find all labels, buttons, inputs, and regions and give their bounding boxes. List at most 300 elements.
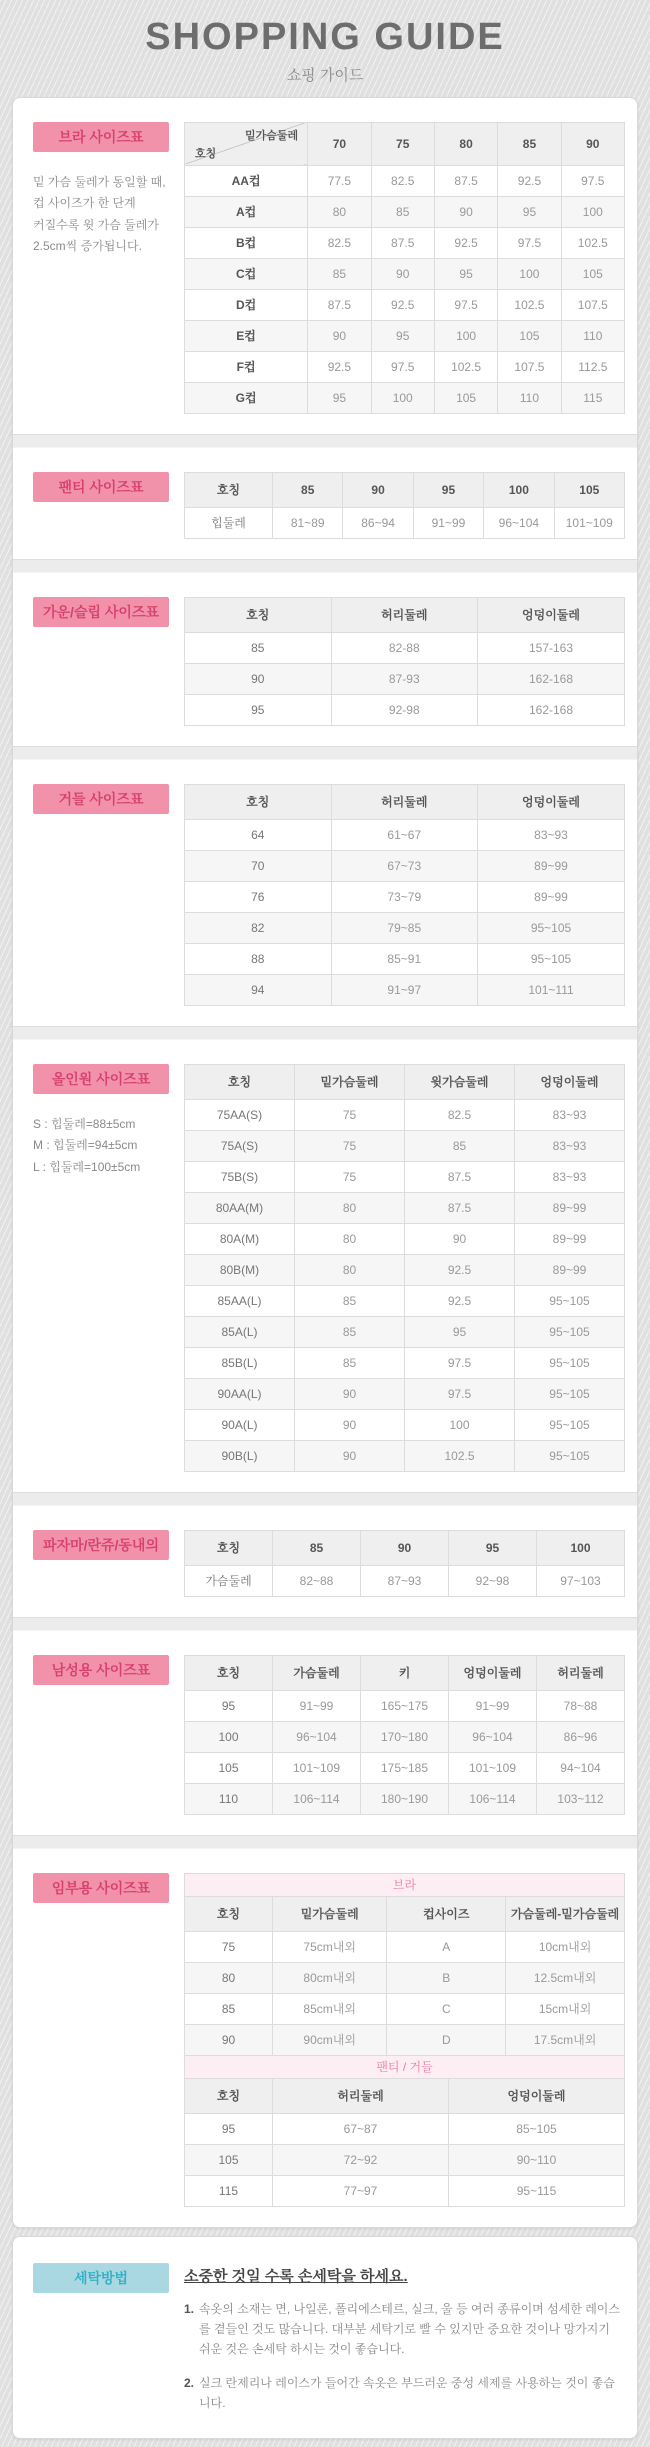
table-cell: 89~99 <box>478 881 625 912</box>
table-cell: 112.5 <box>561 351 624 382</box>
table-row <box>185 382 625 413</box>
table-cell: 96~104 <box>273 1721 361 1752</box>
table-row <box>185 1409 625 1440</box>
table-cell: 95~105 <box>478 943 625 974</box>
section-bra <box>13 98 637 434</box>
section-label: 팬티 사이즈표 <box>33 472 169 502</box>
table-row <box>185 289 625 320</box>
table-cell: 95 <box>308 382 371 413</box>
row-header-cell: 105 <box>185 1752 273 1783</box>
table-cell: 97~103 <box>537 1565 625 1596</box>
table-cell: 82-88 <box>331 632 478 663</box>
table-header-row <box>185 597 625 632</box>
row-header-cell: 95 <box>185 2113 273 2144</box>
table-cell: 162-168 <box>478 663 625 694</box>
section-left-column <box>33 122 169 414</box>
table-cell: 85~91 <box>331 943 478 974</box>
table-row <box>185 258 625 289</box>
table-row <box>185 663 625 694</box>
table-cell: 82.5 <box>308 227 371 258</box>
table-cell: 87~93 <box>361 1565 449 1596</box>
washing-panel <box>12 2236 638 2439</box>
table-cell: 75 <box>295 1161 405 1192</box>
section-divider <box>13 559 637 573</box>
table-cell: 90 <box>295 1409 405 1440</box>
band-row <box>185 1873 625 1896</box>
table-cell: 90~110 <box>449 2144 625 2175</box>
table-cell: 85 <box>295 1285 405 1316</box>
table-cell: 95 <box>434 258 497 289</box>
table-cell: 95 <box>405 1316 515 1347</box>
table-cell: 83~93 <box>478 819 625 850</box>
table-cell: 105 <box>561 258 624 289</box>
section-maternity <box>13 1849 637 2227</box>
table-cell: 80 <box>295 1192 405 1223</box>
section-note <box>33 1114 169 1179</box>
table-cell: 95~105 <box>515 1316 625 1347</box>
table-cell: 97.5 <box>371 351 434 382</box>
table-row <box>185 2024 625 2055</box>
table-row <box>185 819 625 850</box>
row-header-cell: 75 <box>185 1931 273 1962</box>
table-cell: 92.5 <box>434 227 497 258</box>
table-cell: 75cm내외 <box>273 1931 387 1962</box>
section-divider <box>13 1026 637 1040</box>
table-cell: 102.5 <box>561 227 624 258</box>
table-header-cell: 가슴둘레 <box>273 1655 361 1690</box>
table-cell: 72~92 <box>273 2144 449 2175</box>
table-header-cell: 100 <box>484 472 554 507</box>
section-divider <box>13 746 637 760</box>
section-label: 남성용 사이즈표 <box>33 1655 169 1685</box>
row-header-cell: 82 <box>185 912 332 943</box>
section-gown-slip <box>13 573 637 746</box>
table-cell: 15cm내외 <box>506 1993 625 2024</box>
row-header-cell: 가슴둘레 <box>185 1565 273 1596</box>
table-row <box>185 1192 625 1223</box>
section-divider <box>13 434 637 448</box>
table-cell: 106~114 <box>273 1783 361 1814</box>
washing-items <box>184 2299 623 2414</box>
table-header-cell: 허리둘레 <box>331 784 478 819</box>
row-header-cell: 75A(S) <box>185 1130 295 1161</box>
table-cell: 96~104 <box>449 1721 537 1752</box>
table-row <box>185 1130 625 1161</box>
table-cell: 82.5 <box>405 1099 515 1130</box>
row-header-cell: A컵 <box>185 196 308 227</box>
row-header-cell: 힙둘레 <box>185 507 273 538</box>
mens-size-table <box>184 1655 625 1815</box>
table-cell: 90 <box>371 258 434 289</box>
page-header <box>0 0 650 97</box>
section-divider <box>13 1617 637 1631</box>
table-row <box>185 1254 625 1285</box>
table-cell: 170~180 <box>361 1721 449 1752</box>
table-cell: 95~105 <box>478 912 625 943</box>
band-title: 브라 <box>185 1873 625 1896</box>
table-cell: 97.5 <box>498 227 561 258</box>
table-cell: 95~115 <box>449 2175 625 2206</box>
table-row <box>185 1099 625 1130</box>
table-row <box>185 632 625 663</box>
table-cell: 85 <box>295 1347 405 1378</box>
table-cell: 17.5cm내외 <box>506 2024 625 2055</box>
washing-section <box>13 2237 637 2438</box>
table-row <box>185 1752 625 1783</box>
table-cell: 75 <box>295 1099 405 1130</box>
table-cell: 95 <box>371 320 434 351</box>
table-cell: 97.5 <box>561 165 624 196</box>
section-body <box>184 784 625 1006</box>
section-body <box>184 1530 625 1597</box>
table-cell: 73~79 <box>331 881 478 912</box>
table-header-row <box>185 472 625 507</box>
table-cell: 82~88 <box>273 1565 361 1596</box>
row-header-cell: 110 <box>185 1783 273 1814</box>
table-header-row <box>185 2078 625 2113</box>
table-cell: 92.5 <box>405 1254 515 1285</box>
section-label: 임부용 사이즈표 <box>33 1873 169 1903</box>
section-body <box>184 1873 625 2207</box>
table-cell: 165~175 <box>361 1690 449 1721</box>
row-header-cell: 75B(S) <box>185 1161 295 1192</box>
table-cell: 90 <box>295 1440 405 1471</box>
girdle-size-table <box>184 784 625 1006</box>
table-row <box>185 507 625 538</box>
row-header-cell: 90 <box>185 663 332 694</box>
table-cell: 80 <box>308 196 371 227</box>
table-cell: 107.5 <box>561 289 624 320</box>
row-header-cell: 95 <box>185 694 332 725</box>
section-label: 올인원 사이즈표 <box>33 1064 169 1094</box>
table-row <box>185 943 625 974</box>
table-cell: 89~99 <box>478 850 625 881</box>
table-row <box>185 320 625 351</box>
section-label: 거들 사이즈표 <box>33 784 169 814</box>
row-header-cell: D컵 <box>185 289 308 320</box>
table-cell: 92.5 <box>498 165 561 196</box>
table-header-row <box>185 1530 625 1565</box>
row-header-cell: G컵 <box>185 382 308 413</box>
table-cell: 110 <box>561 320 624 351</box>
table-cell: 102.5 <box>498 289 561 320</box>
table-header-cell: 엉덩이둘레 <box>478 597 625 632</box>
table-row <box>185 850 625 881</box>
table-row <box>185 1931 625 1962</box>
all-in-one-size-table <box>184 1064 625 1472</box>
table-cell: 94~104 <box>537 1752 625 1783</box>
table-header-cell: 호칭 <box>185 1530 273 1565</box>
table-header-cell: 호칭 <box>185 472 273 507</box>
table-cell: 87.5 <box>405 1161 515 1192</box>
table-cell: 10cm내외 <box>506 1931 625 1962</box>
table-cell: 80 <box>295 1254 405 1285</box>
table-cell: C <box>387 1993 506 2024</box>
section-divider <box>13 1492 637 1506</box>
table-header-cell: 100 <box>537 1530 625 1565</box>
section-body <box>184 472 625 539</box>
table-header-cell: 호칭 <box>185 1064 295 1099</box>
diagonal-bottom-label: 호칭 <box>195 147 217 160</box>
table-header-cell: 엉덩이둘레 <box>478 784 625 819</box>
section-body <box>184 597 625 726</box>
table-cell: 89~99 <box>515 1254 625 1285</box>
table-cell: 110 <box>498 382 561 413</box>
washing-instruction-number: 2. <box>184 2375 195 2390</box>
row-header-cell: 85 <box>185 632 332 663</box>
table-header-cell: 85 <box>273 1530 361 1565</box>
row-header-cell: 80A(M) <box>185 1223 295 1254</box>
table-row <box>185 694 625 725</box>
table-cell: 101~109 <box>273 1752 361 1783</box>
table-cell: 92.5 <box>308 351 371 382</box>
row-header-cell: 90B(L) <box>185 1440 295 1471</box>
table-cell: 83~93 <box>515 1161 625 1192</box>
row-header-cell: 100 <box>185 1721 273 1752</box>
table-row <box>185 2175 625 2206</box>
washing-title: 소중한 것일 수록 손세탁을 하세요. <box>184 2267 408 2285</box>
section-left-column <box>33 597 169 726</box>
section-note-line: 2.5cm씩 증가됩니다. <box>33 239 142 254</box>
table-cell: 80 <box>295 1223 405 1254</box>
table-header-cell: 컵사이즈 <box>387 1896 506 1931</box>
table-cell: 77~97 <box>273 2175 449 2206</box>
table-row <box>185 1378 625 1409</box>
table-cell: 80cm내외 <box>273 1962 387 1993</box>
table-cell: 67~73 <box>331 850 478 881</box>
table-header-cell: 80 <box>434 122 497 165</box>
table-cell: 87.5 <box>371 227 434 258</box>
table-header-cell: 엉덩이둘레 <box>449 2078 625 2113</box>
section-label: 가운/슬립 사이즈표 <box>33 597 169 627</box>
table-header-cell: 95 <box>413 472 483 507</box>
row-header-cell: 90A(L) <box>185 1409 295 1440</box>
washing-instruction-number: 1. <box>184 2301 195 2316</box>
table-cell: 90cm내외 <box>273 2024 387 2055</box>
table-cell: 102.5 <box>405 1440 515 1471</box>
table-header-cell: 70 <box>308 122 371 165</box>
row-header-cell: 95 <box>185 1690 273 1721</box>
table-cell: 81~89 <box>273 507 343 538</box>
table-cell: 87-93 <box>331 663 478 694</box>
table-header-cell: 75 <box>371 122 434 165</box>
table-row <box>185 165 625 196</box>
table-cell: 86~96 <box>537 1721 625 1752</box>
row-header-cell: 90 <box>185 2024 273 2055</box>
table-cell: 89~99 <box>515 1192 625 1223</box>
table-cell: 78~88 <box>537 1690 625 1721</box>
table-row <box>185 1783 625 1814</box>
table-cell: 162-168 <box>478 694 625 725</box>
table-cell: 12.5cm내외 <box>506 1962 625 1993</box>
table-header-cell: 호칭 <box>185 597 332 632</box>
page-title: SHOPPING GUIDE <box>145 16 505 58</box>
table-row <box>185 1440 625 1471</box>
section-body <box>184 122 625 414</box>
washing-instruction-text: 속옷의 소재는 면, 나일론, 폴리에스테르, 실크, 울 등 여러 종류이며 섬세한 레이스를 곁들인 것도 많습니다. 대부분 세탁기로 빨 수 있지만 중요한 것이나 망가지기 쉬운 것은 손세탁 하시는 것이 좋습니다. <box>199 2301 620 2357</box>
table-row <box>185 912 625 943</box>
table-header-cell: 허리둘레 <box>331 597 478 632</box>
section-girdle <box>13 760 637 1026</box>
table-header-row <box>185 1896 625 1931</box>
table-row <box>185 1993 625 2024</box>
table-cell: 86~94 <box>343 507 413 538</box>
section-all-in-one <box>13 1040 637 1492</box>
table-cell: 101~109 <box>449 1752 537 1783</box>
table-cell: 90 <box>405 1223 515 1254</box>
table-cell: 106~114 <box>449 1783 537 1814</box>
row-header-cell: 94 <box>185 974 332 1005</box>
table-header-cell: 가슴둘레-밑가슴둘레 <box>506 1896 625 1931</box>
table-row <box>185 1161 625 1192</box>
table-cell: 100 <box>498 258 561 289</box>
table-cell: 92~98 <box>449 1565 537 1596</box>
table-cell: 85 <box>405 1130 515 1161</box>
section-pajama <box>13 1506 637 1617</box>
table-cell: 82.5 <box>371 165 434 196</box>
table-cell: 90 <box>308 320 371 351</box>
table-header-cell: 엉덩이둘레 <box>515 1064 625 1099</box>
section-label: 브라 사이즈표 <box>33 122 169 152</box>
table-header-cell: 엉덩이둘레 <box>449 1655 537 1690</box>
table-header-cell: 윗가슴둘레 <box>405 1064 515 1099</box>
section-left-column <box>33 1064 169 1472</box>
washing-body <box>184 2263 623 2414</box>
table-cell: 90 <box>434 196 497 227</box>
row-header-cell: E컵 <box>185 320 308 351</box>
section-left-column <box>33 1873 169 2207</box>
table-header-row <box>185 1064 625 1099</box>
table-header-row <box>185 784 625 819</box>
table-cell: 83~93 <box>515 1099 625 1130</box>
table-header-row <box>185 1655 625 1690</box>
maternity-size-table <box>184 1873 625 2056</box>
table-cell: D <box>387 2024 506 2055</box>
table-cell: 97.5 <box>405 1378 515 1409</box>
table-cell: 91~99 <box>273 1690 361 1721</box>
row-header-cell: AA컵 <box>185 165 308 196</box>
diagonal-header-cell <box>185 122 308 165</box>
table-row <box>185 1223 625 1254</box>
row-header-cell: 85B(L) <box>185 1347 295 1378</box>
table-cell: 105 <box>498 320 561 351</box>
row-header-cell: 85 <box>185 1993 273 2024</box>
row-header-cell: 64 <box>185 819 332 850</box>
row-header-cell: 75AA(S) <box>185 1099 295 1130</box>
table-cell: 85 <box>295 1316 405 1347</box>
table-cell: 100 <box>405 1409 515 1440</box>
table-row <box>185 1565 625 1596</box>
table-cell: 101~111 <box>478 974 625 1005</box>
table-row <box>185 974 625 1005</box>
table-header-cell: 105 <box>554 472 624 507</box>
table-header-cell: 95 <box>449 1530 537 1565</box>
table-cell: 103~112 <box>537 1783 625 1814</box>
section-body <box>184 1655 625 1815</box>
table-cell: 95~105 <box>515 1285 625 1316</box>
section-note-line: 밑 가슴 둘레가 동일할 때, <box>33 174 166 189</box>
table-cell: 61~67 <box>331 819 478 850</box>
table-cell: 85 <box>371 196 434 227</box>
section-mens <box>13 1631 637 1835</box>
row-header-cell: 85A(L) <box>185 1316 295 1347</box>
row-header-cell: C컵 <box>185 258 308 289</box>
table-cell: 92.5 <box>405 1285 515 1316</box>
table-cell: 157-163 <box>478 632 625 663</box>
table-row <box>185 1690 625 1721</box>
table-cell: 90 <box>295 1378 405 1409</box>
section-left-column <box>33 1655 169 1815</box>
table-cell: 180~190 <box>361 1783 449 1814</box>
row-header-cell: 115 <box>185 2175 273 2206</box>
table-header-cell: 호칭 <box>185 1896 273 1931</box>
row-header-cell: F컵 <box>185 351 308 382</box>
page-subtitle: 쇼핑 가이드 <box>286 66 364 84</box>
table-cell: 97.5 <box>434 289 497 320</box>
table-row <box>185 196 625 227</box>
table-cell: 92-98 <box>331 694 478 725</box>
table-header-cell: 밑가슴둘레 <box>273 1896 387 1931</box>
table-header-cell: 호칭 <box>185 1655 273 1690</box>
table-cell: 95 <box>498 196 561 227</box>
table-row <box>185 2144 625 2175</box>
table-header-cell: 허리둘레 <box>273 2078 449 2113</box>
table-header-row <box>185 122 625 165</box>
table-cell: 92.5 <box>371 289 434 320</box>
section-note-line: 커질수록 윗 가슴 둘레가 <box>33 217 159 232</box>
section-divider <box>13 1835 637 1849</box>
table-row <box>185 881 625 912</box>
table-cell: 105 <box>434 382 497 413</box>
section-label: 파자마/란쥬/동내의 <box>33 1530 169 1560</box>
table-header-cell: 90 <box>561 122 624 165</box>
table-cell: 77.5 <box>308 165 371 196</box>
table-cell: 95~105 <box>515 1409 625 1440</box>
section-note-line: M : 힙둘레=94±5cm <box>33 1138 138 1153</box>
table-row <box>185 1347 625 1378</box>
table-cell: 75 <box>295 1130 405 1161</box>
table-header-cell: 허리둘레 <box>537 1655 625 1690</box>
table-cell: 85~105 <box>449 2113 625 2144</box>
table-cell: 91~99 <box>449 1690 537 1721</box>
table-row <box>185 227 625 258</box>
table-header-cell: 호칭 <box>185 784 332 819</box>
table-cell: 83~93 <box>515 1130 625 1161</box>
panty-size-table <box>184 472 625 539</box>
table-header-cell: 85 <box>498 122 561 165</box>
table-cell: 100 <box>561 196 624 227</box>
table-cell: 87.5 <box>405 1192 515 1223</box>
table-cell: 95~105 <box>515 1440 625 1471</box>
gown-slip-size-table <box>184 597 625 726</box>
section-panty <box>13 448 637 559</box>
washing-section-label: 세탁방법 <box>33 2263 169 2293</box>
table-cell: 102.5 <box>434 351 497 382</box>
row-header-cell: 80 <box>185 1962 273 1993</box>
row-header-cell: 105 <box>185 2144 273 2175</box>
table-cell: 100 <box>434 320 497 351</box>
table-row <box>185 351 625 382</box>
bra-size-table <box>184 122 625 414</box>
table-cell: 85 <box>308 258 371 289</box>
table-cell: 175~185 <box>361 1752 449 1783</box>
table-cell: 95~105 <box>515 1347 625 1378</box>
section-note <box>33 172 169 258</box>
table-cell: 85cm내외 <box>273 1993 387 2024</box>
table-cell: 107.5 <box>498 351 561 382</box>
section-left-column <box>33 472 169 539</box>
pajama-size-table <box>184 1530 625 1597</box>
